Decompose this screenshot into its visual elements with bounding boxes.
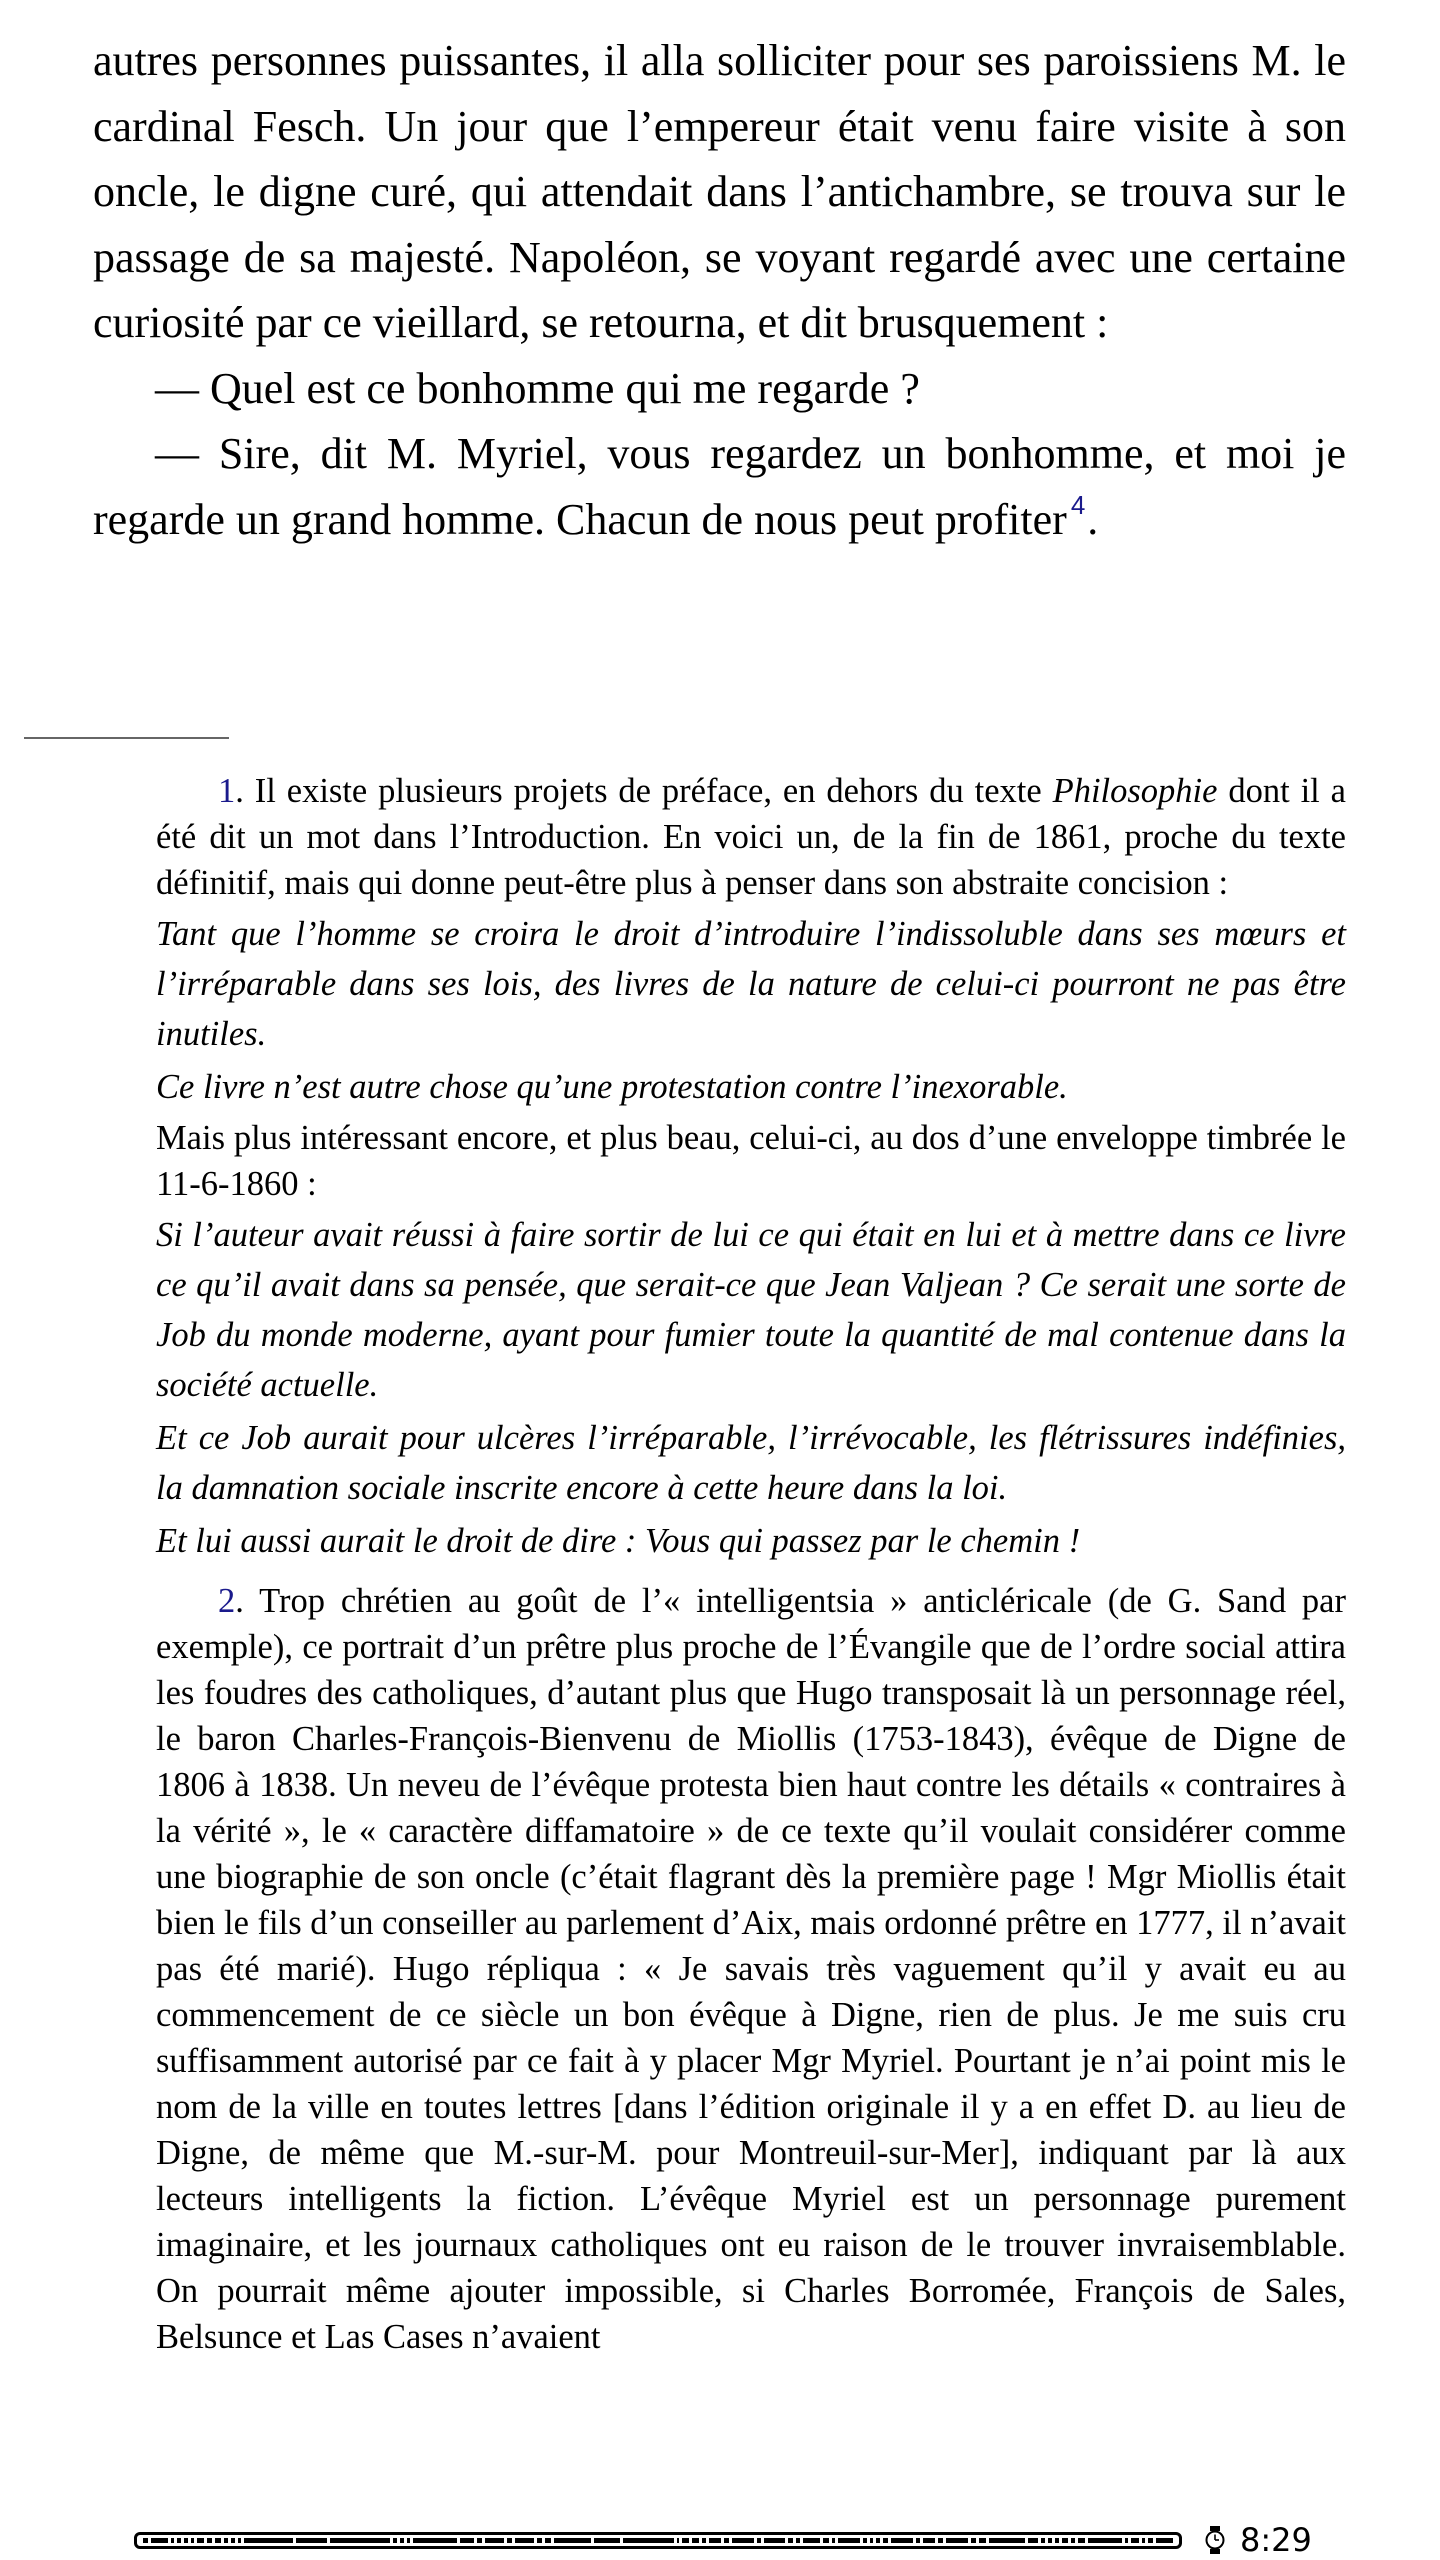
footnote-title-italic: Philosophie xyxy=(1052,772,1218,810)
chapter-marker xyxy=(207,2538,212,2543)
chapter-marker xyxy=(883,2538,888,2543)
chapter-marker xyxy=(197,2538,204,2543)
chapter-marker xyxy=(1131,2538,1138,2543)
chapter-marker xyxy=(485,2538,504,2543)
chapter-marker xyxy=(623,2538,674,2543)
dialogue-line: — Quel est ce bonhomme qui me regarde ? xyxy=(155,363,920,413)
footnote-quote: Si l’auteur avait réussi à faire sortir de lui ce qui était en lui et à mettre dans ce livre ce qu’il avait dans sa pensée, que serait-ce que Jean Valjean ? Ce serait une sorte de Job du monde moderne, ayant pour fumier toute la quantité de mal contenue dans la société actuelle. xyxy=(156,1216,1346,1404)
chapter-marker xyxy=(832,2538,836,2543)
dialogue-text: — Sire, dit M. Myriel, vous regardez un bonhomme, et moi je regarde un grand homme. Chacun de nous peut profiter xyxy=(93,429,1346,544)
footnote-1 xyxy=(156,768,1346,1566)
punctuation: . xyxy=(1087,494,1099,544)
chapter-marker xyxy=(554,2538,590,2543)
reading-progress-bar[interactable] xyxy=(134,2532,1182,2549)
chapter-marker xyxy=(413,2538,456,2543)
footnote-divider xyxy=(24,737,229,739)
chapter-marker xyxy=(330,2538,390,2543)
chapter-marker xyxy=(143,2538,148,2543)
status-bar xyxy=(0,2520,1440,2560)
footnotes xyxy=(156,768,1346,2363)
paragraph: autres personnes puissantes, il alla solliciter pour ses paroissiens M. le cardinal Fesch. Un jour que l’empereur était venu faire visite à son oncle, le digne curé, qui attendait dans l’antichambre, se trouva sur le passage de sa majesté. Napoléon, se voyant regardé avec une certaine curiosité par ce vieillard, se retourna, et dit brusquement : xyxy=(93,36,1346,347)
footnote-quote: Ce livre n’est autre chose qu’une protestation contre l’inexorable. xyxy=(156,1068,1068,1106)
chapter-marker xyxy=(823,2538,829,2543)
chapter-marker xyxy=(923,2538,935,2543)
footnote-lead xyxy=(156,768,1346,906)
chapter-marker xyxy=(238,2538,242,2543)
chapter-marker xyxy=(545,2538,551,2543)
chapter-marker xyxy=(171,2538,175,2543)
chapter-marker xyxy=(709,2538,721,2543)
dialogue-line xyxy=(93,421,1346,558)
watch-icon xyxy=(1205,2526,1225,2554)
chapter-marker xyxy=(891,2538,913,2543)
chapter-markers xyxy=(143,2538,1173,2543)
chapter-marker xyxy=(702,2538,707,2543)
chapter-marker xyxy=(803,2538,820,2543)
footnote-ref-link[interactable]: 4 xyxy=(1070,489,1086,520)
chapter-marker xyxy=(393,2538,397,2543)
chapter-marker xyxy=(231,2538,235,2543)
chapter-marker xyxy=(224,2538,228,2543)
chapter-marker xyxy=(215,2538,221,2543)
chapter-marker xyxy=(724,2538,729,2543)
chapter-marker xyxy=(971,2538,976,2543)
chapter-marker xyxy=(477,2538,482,2543)
chapter-marker xyxy=(1062,2538,1068,2543)
chapter-marker xyxy=(757,2538,761,2543)
footnote-quote: Et ce Job aurait pour ulcères l’irréparable, l’irrévocable, les flétrissures indéfinies, la damnation sociale inscrite encore à cette heure dans la loi. xyxy=(156,1419,1346,1507)
chapter-marker xyxy=(151,2538,168,2543)
chapter-marker xyxy=(692,2538,698,2543)
chapter-marker xyxy=(1071,2538,1075,2543)
chapter-marker xyxy=(764,2538,786,2543)
chapter-marker xyxy=(1125,2538,1129,2543)
chapter-marker xyxy=(460,2538,474,2543)
clock-time: 8:29 xyxy=(1240,2521,1312,2559)
footnote-number-link[interactable]: 2 xyxy=(218,1582,236,1620)
chapter-marker xyxy=(1055,2538,1059,2543)
chapter-marker xyxy=(1078,2538,1085,2543)
footnote-text: . Il existe plusieurs projets de préface, en dehors du texte xyxy=(235,772,1053,810)
chapter-marker xyxy=(677,2538,679,2543)
chapter-marker xyxy=(177,2538,181,2543)
footnote-text: . Trop chrétien au goût de l’« intelligentsia » anticléricale (de G. Sand par exemple), ce portrait d’un prêtre plus proche de l’Évangile que de l’ordre social attira les foudres des catholiques, d’autant plus que Hugo transposait là un personnage réel, le baron Charles-François-Bienvenu de Miollis (1753-1843), évêque de Digne de 1806 à 1838. Un neveu de l’évêque protesta bien haut contre les détails « contraires à la vérité », le « caractère diffamatoire » de ce texte qu’il voulait considérer comme une biographie de son oncle (c’était flagrant dès la première page ! Mgr Miollis était bien le fils d’un conseiller au parlement d’Aix, mais ordonné prêtre en 1777, il n’avait pas été marié). Hugo répliqua : « Je savais très vaguement qu’il y avait eu au commencement de ce siècle un bon évêque à Digne, rien de plus. Je me suis cru suffisamment autorisé par ce fait à y placer Mgr Myriel. Pourtant je n’ai point mis le nom de la ville en toutes lettres [dans l’édition originale il y a en effet D. au lieu de Digne, de même que M.-sur-M. pour Montreuil-sur-Mer], indiquant par là aux lecteurs intelligents la fiction. L’évêque Myriel est un personnage purement imaginaire, et les journaux catholiques ont eu raison de le trouver invraisemblable. On pourrait même ajouter impossible, si Charles Borromée, François de Sales, Belsunce et Las Cases n’avaient xyxy=(156,1582,1346,2356)
body-text xyxy=(93,28,1346,558)
chapter-marker xyxy=(876,2538,880,2543)
chapter-marker xyxy=(1148,2538,1153,2543)
chapter-marker xyxy=(400,2538,404,2543)
footnote-lead xyxy=(156,1578,1346,2360)
chapter-marker xyxy=(870,2538,874,2543)
chapter-marker xyxy=(838,2538,860,2543)
chapter-marker xyxy=(863,2538,867,2543)
chapter-marker xyxy=(1088,2538,1122,2543)
footnote-2 xyxy=(156,1578,1346,2360)
chapter-marker xyxy=(1048,2538,1053,2543)
chapter-marker xyxy=(788,2538,793,2543)
chapter-marker xyxy=(537,2538,542,2543)
chapter-marker xyxy=(946,2538,968,2543)
chapter-marker xyxy=(938,2538,943,2543)
footnote-quote: Tant que l’homme se croira le droit d’introduire l’indissoluble dans ses mœurs et l’irréparable dans ses lois, des livres de la nature de celui-ci pourront ne pas être inutiles. xyxy=(156,915,1346,1053)
chapter-marker xyxy=(916,2538,921,2543)
chapter-marker xyxy=(244,2538,292,2543)
chapter-marker xyxy=(1142,2538,1146,2543)
chapter-marker xyxy=(515,2538,534,2543)
chapter-marker xyxy=(989,2538,1025,2543)
chapter-marker xyxy=(507,2538,512,2543)
chapter-marker xyxy=(296,2538,327,2543)
chapter-marker xyxy=(682,2538,689,2543)
footnote-quote: Et lui aussi aurait le droit de dire : Vous qui passez par le chemin ! xyxy=(156,1522,1081,1560)
chapter-marker xyxy=(184,2538,188,2543)
footnote-text: dont il a été dit un mot dans l’Introduction. En voici un, de la fin de 1861, proche du texte définitif, mais qui donne peut-être plus à penser dans son abstraite concision : xyxy=(156,772,1346,902)
chapter-marker xyxy=(1156,2538,1173,2543)
footnote-number-link[interactable]: 1 xyxy=(218,772,236,810)
chapter-marker xyxy=(1041,2538,1045,2543)
chapter-marker xyxy=(407,2538,411,2543)
chapter-marker xyxy=(732,2538,754,2543)
chapter-marker xyxy=(1028,2538,1038,2543)
chapter-marker xyxy=(979,2538,986,2543)
chapter-marker xyxy=(191,2538,195,2543)
chapter-marker xyxy=(594,2538,621,2543)
chapter-marker xyxy=(796,2538,800,2543)
footnote-paragraph: Mais plus intéressant encore, et plus beau, celui-ci, au dos d’une enveloppe timbrée le 11-6-1860 : xyxy=(156,1119,1346,1203)
